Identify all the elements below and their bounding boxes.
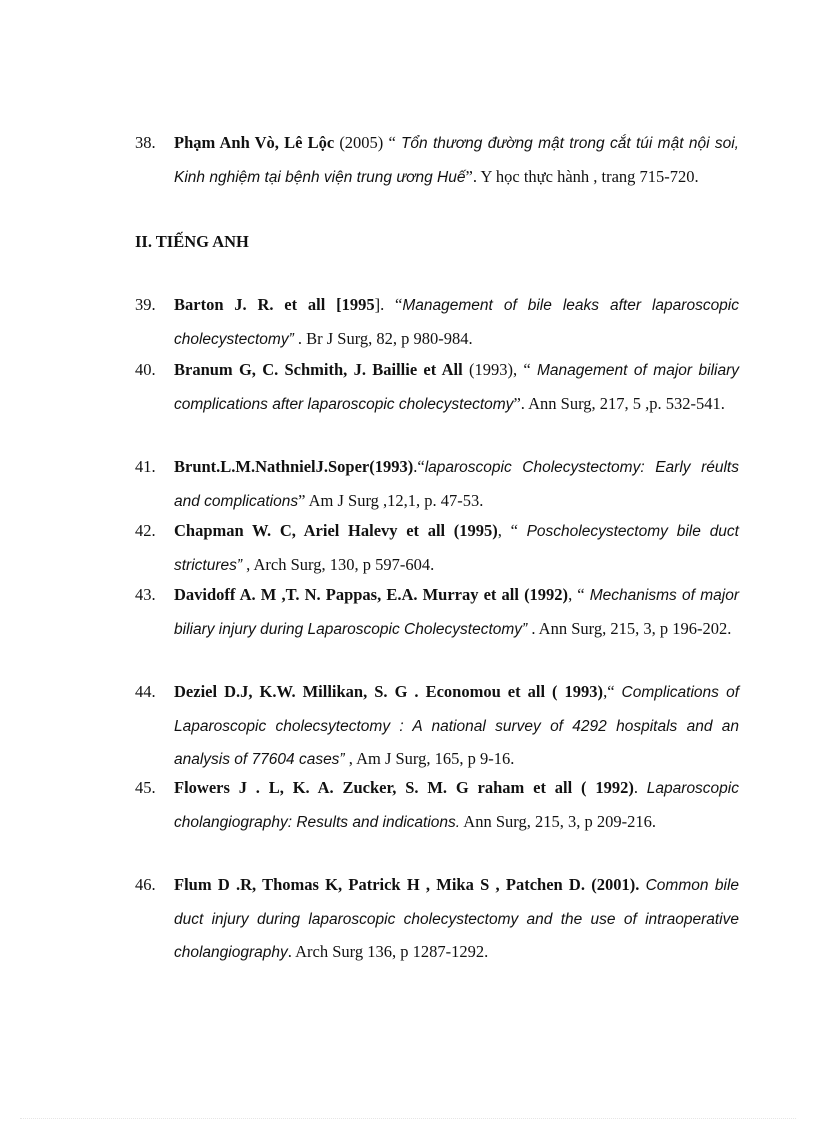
reference-lead: , “ — [568, 585, 590, 604]
reference-authors: Davidoff A. M ,T. N. Pappas, E.A. Murray et all (1992) — [174, 585, 569, 604]
reference-43 — [135, 579, 739, 646]
reference-number: 46. — [135, 875, 156, 894]
reference-text — [174, 289, 739, 356]
reference-45 — [135, 772, 739, 839]
reference-text — [174, 772, 739, 839]
reference-number: 38. — [135, 133, 156, 152]
reference-46 — [135, 869, 739, 970]
reference-trail: Ann Surg, 215, 3, p 209-216. — [460, 811, 656, 831]
reference-title: Complications of Laparoscopic cholecsytectomy : A national survey of 4292 hospitals and an analysis of 77604 cases” — [174, 684, 740, 768]
reference-40 — [135, 354, 739, 421]
reference-title: Laparoscopic cholangiography: Results and indications. — [174, 780, 739, 831]
reference-trail: . Arch Surg 136, p 1287-1292. — [287, 942, 489, 961]
reference-lead: ]. “ — [374, 295, 403, 314]
reference-authors: Flowers J . L, K. A. Zucker, S. M. G raham et all ( 1992) — [174, 778, 634, 797]
reference-trail: . Ann Surg, 215, 3, p 196-202. — [527, 618, 732, 638]
reference-authors: Barton J. R. et all [1995 — [174, 295, 375, 314]
reference-authors: Deziel D.J, K.W. Millikan, S. G . Economou et all ( 1993) — [174, 682, 604, 701]
reference-number: 41. — [135, 457, 156, 476]
reference-title: Common bile duct injury during laparoscopic cholecystectomy and the use of intraoperative cholangiography — [174, 877, 740, 961]
reference-number: 45. — [135, 778, 156, 797]
reference-title: laparoscopic Cholecystectomy: Early réults and complications — [174, 459, 739, 510]
reference-text — [174, 451, 739, 518]
reference-lead: ,“ — [603, 682, 622, 701]
reference-authors: Flum D .R, Thomas K, Patrick H , Mika S , Patchen D. (2001). — [174, 875, 640, 894]
reference-41 — [135, 451, 739, 518]
reference-number: 39. — [135, 295, 156, 314]
reference-39 — [135, 289, 739, 356]
reference-number: 44. — [135, 682, 156, 701]
reference-text — [174, 515, 739, 582]
section-heading: II. TIẾNG ANH — [135, 232, 249, 251]
reference-authors: Branum G, C. Schmith, J. Baillie et All — [174, 360, 463, 379]
reference-title: Management of major biliary complications after laparoscopic cholecystectomy — [174, 362, 739, 413]
reference-text — [174, 127, 739, 194]
reference-number: 42. — [135, 521, 156, 540]
reference-lead: (2005) “ — [334, 133, 401, 152]
reference-lead: , “ — [497, 521, 527, 540]
reference-trail: . Br J Surg, 82, p 980-984. — [293, 328, 473, 348]
reference-trail: , Arch Surg, 130, p 597-604. — [242, 554, 435, 574]
reference-authors: Phạm Anh Vò, Lê Lộc — [174, 133, 335, 152]
reference-44 — [135, 676, 739, 777]
reference-title: Management of bile leaks after laparoscopic cholecystectomy” — [174, 297, 739, 348]
reference-lead: . — [633, 778, 647, 797]
reference-title: Mechanisms of major biliary injury during Laparoscopic Cholecystectomy” — [174, 587, 739, 638]
reference-number: 40. — [135, 360, 156, 379]
reference-lead: (1993), “ — [462, 360, 537, 379]
reference-42 — [135, 515, 739, 582]
reference-title: Tổn thương đường mật trong cắt túi mật nội soi, Kinh nghiệm tại bệnh viện trung ương Huế — [174, 135, 739, 186]
page-bottom-divider — [20, 1118, 796, 1119]
reference-number: 43. — [135, 585, 156, 604]
reference-trail: ”. Y học thực hành , trang 715-720. — [465, 166, 699, 186]
reference-title: Poscholecystectomy bile duct strictures” — [174, 523, 739, 574]
reference-authors: Chapman W. C, Ariel Halevy et all (1995) — [174, 521, 498, 540]
reference-trail: ” Am J Surg ,12,1, p. 47-53. — [298, 490, 484, 510]
reference-trail: , Am J Surg, 165, p 9-16. — [344, 749, 515, 768]
reference-lead: .“ — [413, 457, 425, 476]
reference-text — [174, 676, 739, 777]
reference-authors: Brunt.L.M.NathnielJ.Soper(1993) — [174, 457, 414, 476]
reference-text — [174, 579, 739, 646]
reference-trail: ”. Ann Surg, 217, 5 ,p. 532-541. — [513, 393, 725, 413]
reference-text — [174, 869, 739, 970]
reference-text — [174, 354, 739, 421]
reference-38 — [135, 127, 739, 194]
